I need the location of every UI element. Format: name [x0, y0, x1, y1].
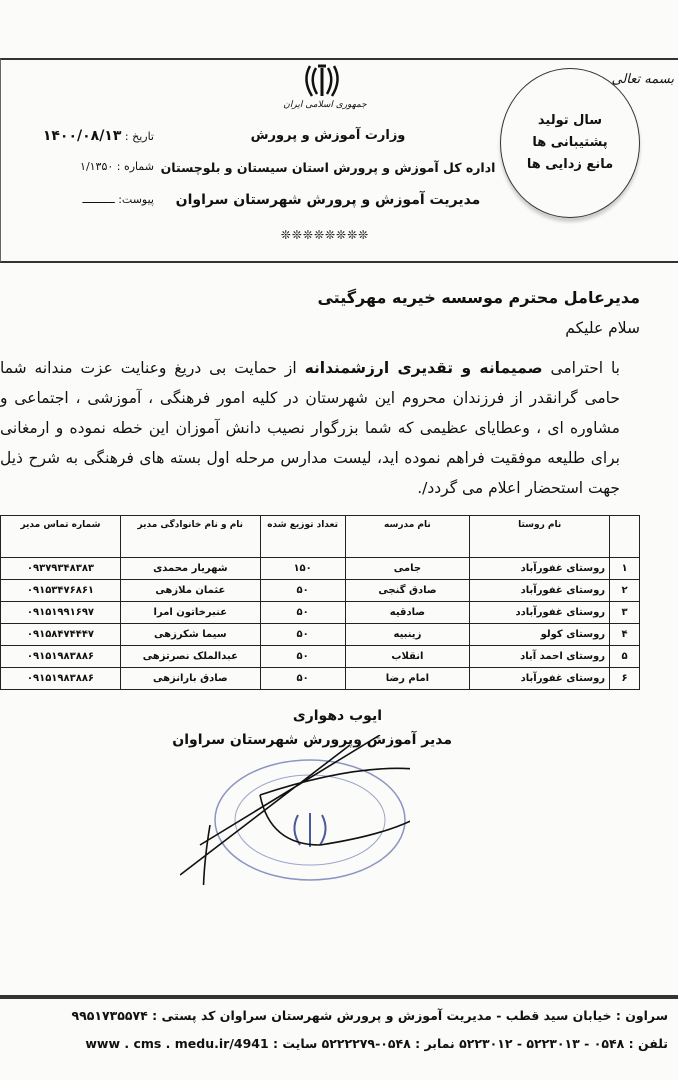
- table-cell: روستای غفورآباد: [470, 558, 610, 580]
- table-cell: زینبیه: [345, 624, 470, 646]
- table-cell: عنبرخاتون امرا: [120, 602, 260, 624]
- signature-block: [0, 704, 452, 752]
- table-cell: ۶: [610, 668, 640, 690]
- table-cell: عثمان ملازهی: [120, 580, 260, 602]
- table-row: [1, 558, 640, 580]
- table-cell: ۵: [610, 646, 640, 668]
- table-cell: ۵۰: [260, 602, 345, 624]
- table-cell: ۱: [610, 558, 640, 580]
- table-cell: عبدالملک نصرتزهی: [120, 646, 260, 668]
- column-header: تعداد توزیع شده: [260, 516, 345, 558]
- body-text: از حمایت بی دریغ وعنایت عزت مندانه شما حامی گرانقدر از فرزندان محروم این شهرستان در کلیه امور فرهنگی ، آموزشی ، اجتماعی و مشاوره ای ، وعطایای عظیمی که شما بزرگوار نصیب دانش آموزان این خطه نموده و ارمغانی برای طلیعه موفقیت فراهم نموده اید، لیست مدارس مرحله اول بسته های فرهنگی به شرح ذیل جهت استحضار اعلام می گردد/.: [0, 359, 620, 497]
- table-cell: روستای کولو: [470, 624, 610, 646]
- column-header: [610, 516, 640, 558]
- body-text: با احترامی: [542, 359, 620, 377]
- table-cell: روستای غفورآباد: [470, 668, 610, 690]
- attachment-value: ــــــــــ: [82, 193, 115, 206]
- body-emphasis: صمیمانه و تقدیری ارزشمندانه: [304, 359, 543, 377]
- signatory-title: مدیر آموزش وپرورش شهرستان سراوان: [172, 732, 452, 748]
- iran-emblem-icon: [300, 62, 344, 100]
- footer-contact: تلفن : ۰۵۴۸ - ۵۲۲۳۰۱۳ - ۵۲۲۳۰۱۲ نمابر : ۰۵۴۸-۵۲۲۲۲۷۹ سایت : www . cms . medu.ir/4941: [85, 1036, 668, 1051]
- bismillah: بسمه تعالی: [611, 72, 674, 87]
- table-cell: روستای احمد آباد: [470, 646, 610, 668]
- date-field: [6, 128, 154, 144]
- table-cell: روستای غفورآبادد: [470, 602, 610, 624]
- table-cell: ۰۹۱۵۱۹۹۱۶۹۷: [1, 602, 121, 624]
- date-label: تاریخ :: [124, 130, 154, 143]
- table-cell: ۰۹۱۵۸۴۷۴۴۴۷: [1, 624, 121, 646]
- table-cell: صادق بارانزهی: [120, 668, 260, 690]
- table-cell: ۳: [610, 602, 640, 624]
- table-cell: ۰۹۱۵۳۴۷۶۸۶۱: [1, 580, 121, 602]
- column-header: نام روستا: [470, 516, 610, 558]
- table-cell: سیما شکرزهی: [120, 624, 260, 646]
- slogan-line: مانع زدایی ها: [526, 157, 614, 172]
- table-cell: صادق گنجی: [345, 580, 470, 602]
- letter-body: [0, 353, 620, 503]
- ministry-name: وزارت آموزش و پرورش: [250, 128, 406, 143]
- table-cell: ۰۹۱۵۱۹۸۳۸۸۶: [1, 668, 121, 690]
- table-cell: جامی: [345, 558, 470, 580]
- table-row: [1, 580, 640, 602]
- table-cell: ۵۰: [260, 624, 345, 646]
- county-office: مدیریت آموزش و پرورش شهرستان سراوان: [175, 192, 481, 208]
- table-cell: ۵۰: [260, 646, 345, 668]
- slogan-line: سال تولید: [537, 113, 603, 128]
- table-cell: ۴: [610, 624, 640, 646]
- footer-address: سراون : خیابان سید قطب - مدیریت آموزش و پرورش شهرستان سراوان کد پستی : ۹۹۵۱۷۳۵۵۷۴: [71, 1008, 668, 1023]
- table-cell: ۲: [610, 580, 640, 602]
- table-cell: ۰۹۳۷۹۳۴۸۳۸۳: [1, 558, 121, 580]
- republic-caption: جمهوری اسلامی ایران: [283, 100, 367, 110]
- table-header-row: [1, 516, 640, 558]
- number-field: [6, 160, 154, 173]
- footer-divider: [0, 995, 678, 999]
- province-office: اداره کل آموزش و پرورش استان سیستان و بلوچستان: [160, 160, 496, 175]
- table-cell: ۱۵۰: [260, 558, 345, 580]
- attachment-field: [6, 193, 154, 206]
- table-row: [1, 624, 640, 646]
- schools-table: [0, 515, 640, 690]
- slogan-line: پشتیبانی ها: [532, 135, 608, 150]
- column-header: نام و نام خانوادگی مدیر: [120, 516, 260, 558]
- decorative-stars: ❊❊❊❊❊❊❊❊: [280, 228, 370, 242]
- date-value: ۱۴۰۰/۰۸/۱۳: [42, 128, 122, 144]
- column-header: نام مدرسه: [345, 516, 470, 558]
- table-cell: انقلاب: [345, 646, 470, 668]
- table-row: [1, 646, 640, 668]
- table-cell: امام رضا: [345, 668, 470, 690]
- table-row: [1, 602, 640, 624]
- number-label: شماره :: [116, 160, 154, 173]
- table-cell: ۵۰: [260, 580, 345, 602]
- recipient: مدیرعامل محترم موسسه خیریه مهرگیتی: [317, 288, 640, 307]
- table-cell: روستای غفورآباد: [470, 580, 610, 602]
- year-slogan-circle: [500, 68, 640, 218]
- official-seal-and-signature: [180, 735, 410, 885]
- signatory-name: ایوب دهواری: [292, 708, 382, 724]
- number-value: ۱/۱۳۵۰: [80, 160, 114, 173]
- letter-content: [0, 283, 678, 752]
- table-cell: صادقیه: [345, 602, 470, 624]
- table-cell: ۵۰: [260, 668, 345, 690]
- greeting: سلام علیکم: [565, 319, 640, 337]
- table-cell: ۰۹۱۵۱۹۸۳۸۸۶: [1, 646, 121, 668]
- table-row: [1, 668, 640, 690]
- table-cell: شهریار محمدی: [120, 558, 260, 580]
- attachment-label: پیوست:: [118, 193, 154, 206]
- column-header: شماره تماس مدیر: [1, 516, 121, 558]
